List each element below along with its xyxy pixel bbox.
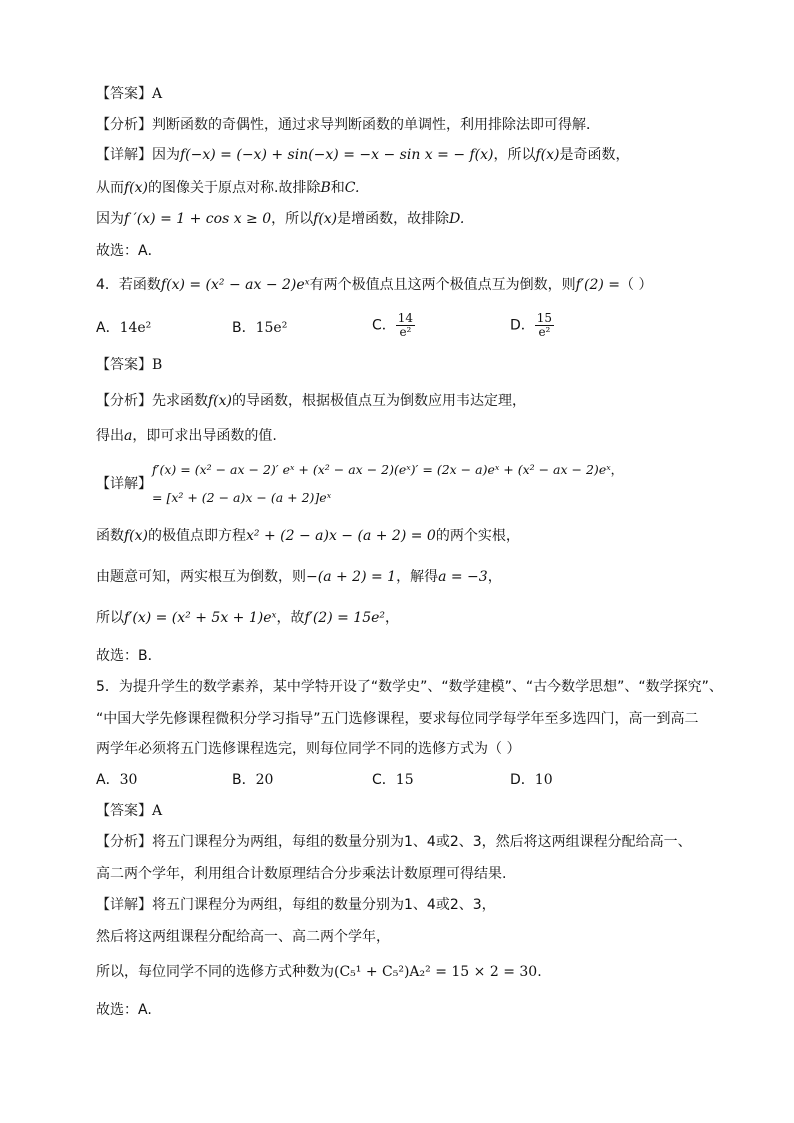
text: 的导函数，根据极值点互为倒数应用韦达定理， (232, 393, 527, 409)
analysis-tag: 【分析】 (96, 834, 152, 850)
option-value: 15 (395, 772, 414, 788)
q5-choose: 故选：A. (96, 1002, 152, 1018)
option-label: D． (510, 317, 535, 334)
math: = [x² + (2 − a)x − (a + 2)]eˣ (152, 490, 332, 505)
math: f(x) = (x² − ax − 2)eˣ (160, 277, 310, 293)
fraction (396, 312, 415, 339)
q3-choose: 故选：A． (96, 243, 162, 259)
text: 有两个极值点且这两个极值点互为倒数，则 (309, 277, 576, 293)
text: 4．若函数 (96, 277, 161, 293)
text: 将五门课程分为两组，每组的数量分别为1、4或2、3， (152, 897, 496, 913)
answer-value: A (152, 86, 163, 102)
option-label: B． (232, 772, 256, 788)
q5-option-b (232, 770, 273, 790)
math: D. (449, 211, 465, 227)
option-value: 10 (534, 772, 553, 788)
text: ，即可求出导函数的值. (132, 428, 277, 444)
math: f(x) (535, 147, 560, 163)
q5-option-c (372, 770, 414, 790)
text: 的两个实根， (435, 528, 520, 544)
text: 是增函数，故排除 (337, 211, 450, 227)
detail-tag: 【详解】 (96, 897, 152, 913)
numerator: 15 (536, 311, 553, 325)
q4-answer-line (96, 355, 162, 375)
q4-detail-line-b (96, 567, 502, 587)
numerator: 14 (397, 311, 414, 325)
q4-detail-eq-2 (152, 488, 331, 508)
q4-option-c (372, 312, 415, 339)
q5-detail-line-3 (96, 962, 542, 982)
option-value: 14e² (119, 320, 152, 336)
q4-option-d (510, 312, 554, 339)
q4-detail-tag: 【详解】 (96, 476, 152, 492)
q5-detail-line-2: 然后将这两组课程分配给高一、高二两个学年， (96, 929, 390, 945)
text: 因为 (152, 147, 180, 163)
analysis-tag: 【分析】 (96, 117, 152, 133)
text: 的极值点即方程 (148, 528, 247, 544)
text: 所以，每位同学不同的选修方式种数为 (96, 964, 334, 980)
text: ，所以 (493, 147, 536, 163)
text: ， (610, 462, 624, 477)
text: 函数 (96, 528, 124, 544)
text: 的图像关于原点对称.故排除 (148, 180, 321, 196)
math: (C₅¹ + C₅²)A₂² = 15 × 2 = 30. (334, 964, 542, 980)
q3-detail-line-3 (96, 209, 464, 229)
math: f′(2) = 15e² (304, 610, 386, 626)
q4-option-b (232, 318, 287, 338)
q5-stem-1: 5．为提升学生的数学素养，某中学特开设了“数学史”、“数学建模”、“古今数学思想”、“数学探究”、 (96, 679, 723, 695)
text: ，所以 (271, 211, 314, 227)
math: f(x) (313, 211, 338, 227)
text: ， (487, 569, 502, 585)
text: ，故 (276, 610, 305, 626)
math: C. (344, 180, 360, 196)
q5-detail-line-1 (96, 895, 496, 915)
q4-stem (96, 275, 652, 295)
detail-tag: 【详解】 (96, 147, 152, 163)
fraction (535, 312, 554, 339)
denominator: e² (538, 325, 551, 339)
answer-tag: 【答案】 (96, 803, 152, 819)
math: f ′(x) = 1 + cos x ≥ 0 (124, 211, 272, 227)
answer-value: A (152, 803, 163, 819)
math: a = −3 (438, 569, 488, 585)
q5-analysis-line-2: 高二两个学年，利用组合计数原理结合分步乘法计数原理可得结果. (96, 866, 507, 882)
option-label: D． (510, 772, 535, 788)
answer-value: B (152, 357, 163, 373)
text: 由题意可知，两实根互为倒数，则 (96, 569, 306, 585)
q5-stem-2: “中国大学先修课程微积分学习指导”五门选修课程，要求每位同学每学年至多选四门，高一到高二 (96, 711, 699, 727)
option-label: B． (232, 320, 256, 336)
q4-option-a (96, 318, 151, 338)
text: 得出 (96, 428, 124, 444)
denominator: e² (399, 325, 412, 339)
text: 是奇函数， (559, 147, 630, 163)
text: 因为 (96, 211, 124, 227)
analysis-tag: 【分析】 (96, 393, 152, 409)
math: x² + (2 − a)x − (a + 2) = 0 (246, 528, 436, 544)
math: f(x) (124, 528, 149, 544)
q5-option-d (510, 770, 553, 790)
option-label: C． (372, 772, 396, 788)
math: f(x) (208, 393, 233, 409)
text: 所以 (96, 610, 124, 626)
q4-analysis-line-2 (96, 426, 277, 446)
math: f′(x) = (x² + 5x + 1)eˣ (124, 610, 277, 626)
option-value: 15e² (255, 320, 288, 336)
q3-answer-line (96, 84, 162, 104)
text: 将五门课程分为两组，每组的数量分别为1、4或2、3，然后将这两组课程分配给高一、 (152, 834, 692, 850)
text: 从而 (96, 180, 124, 196)
math: f′(2) = (575, 277, 621, 293)
q3-detail-line-1 (96, 145, 630, 165)
q3-analysis-line (96, 115, 600, 135)
math: −(a + 2) = 1 (306, 569, 397, 585)
answer-tag: 【答案】 (96, 357, 152, 373)
text: ， (385, 610, 400, 626)
option-label: C． (372, 317, 396, 334)
q5-option-a (96, 770, 137, 790)
q5-analysis-line-1 (96, 832, 692, 852)
q3-detail-line-2 (96, 178, 359, 198)
math: f(x) (124, 180, 149, 196)
math: a (124, 428, 133, 444)
text: ，解得 (396, 569, 439, 585)
text: 和 (330, 180, 345, 196)
option-value: 20 (255, 772, 274, 788)
q4-detail-line-c (96, 608, 399, 628)
q4-detail-eq-1 (152, 460, 623, 480)
q4-detail-line-a (96, 526, 520, 546)
q4-analysis-line-1 (96, 391, 526, 411)
option-label: A． (96, 320, 120, 336)
math: B (320, 180, 331, 196)
analysis-text: 判断函数的奇偶性，通过求导判断函数的单调性，利用排除法即可得解． (152, 117, 600, 133)
math: f(−x) = (−x) + sin(−x) = −x − sin x = − f(x) (180, 147, 494, 163)
math: f′(x) = (x² − ax − 2)′ eˣ + (x² − ax − 2)(eˣ)′ = (2x − a)eˣ + (x² − ax − 2)eˣ (152, 462, 611, 477)
text: （ ） (620, 277, 653, 293)
answer-tag: 【答案】 (96, 86, 152, 102)
q5-stem-3: 两学年必须将五门选修课程选完，则每位同学不同的选修方式为（ ） (96, 741, 521, 757)
q4-choose: 故选：B． (96, 648, 162, 664)
option-value: 30 (119, 772, 138, 788)
text: 先求函数 (152, 393, 208, 409)
option-label: A． (96, 772, 120, 788)
q5-answer-line (96, 801, 162, 821)
